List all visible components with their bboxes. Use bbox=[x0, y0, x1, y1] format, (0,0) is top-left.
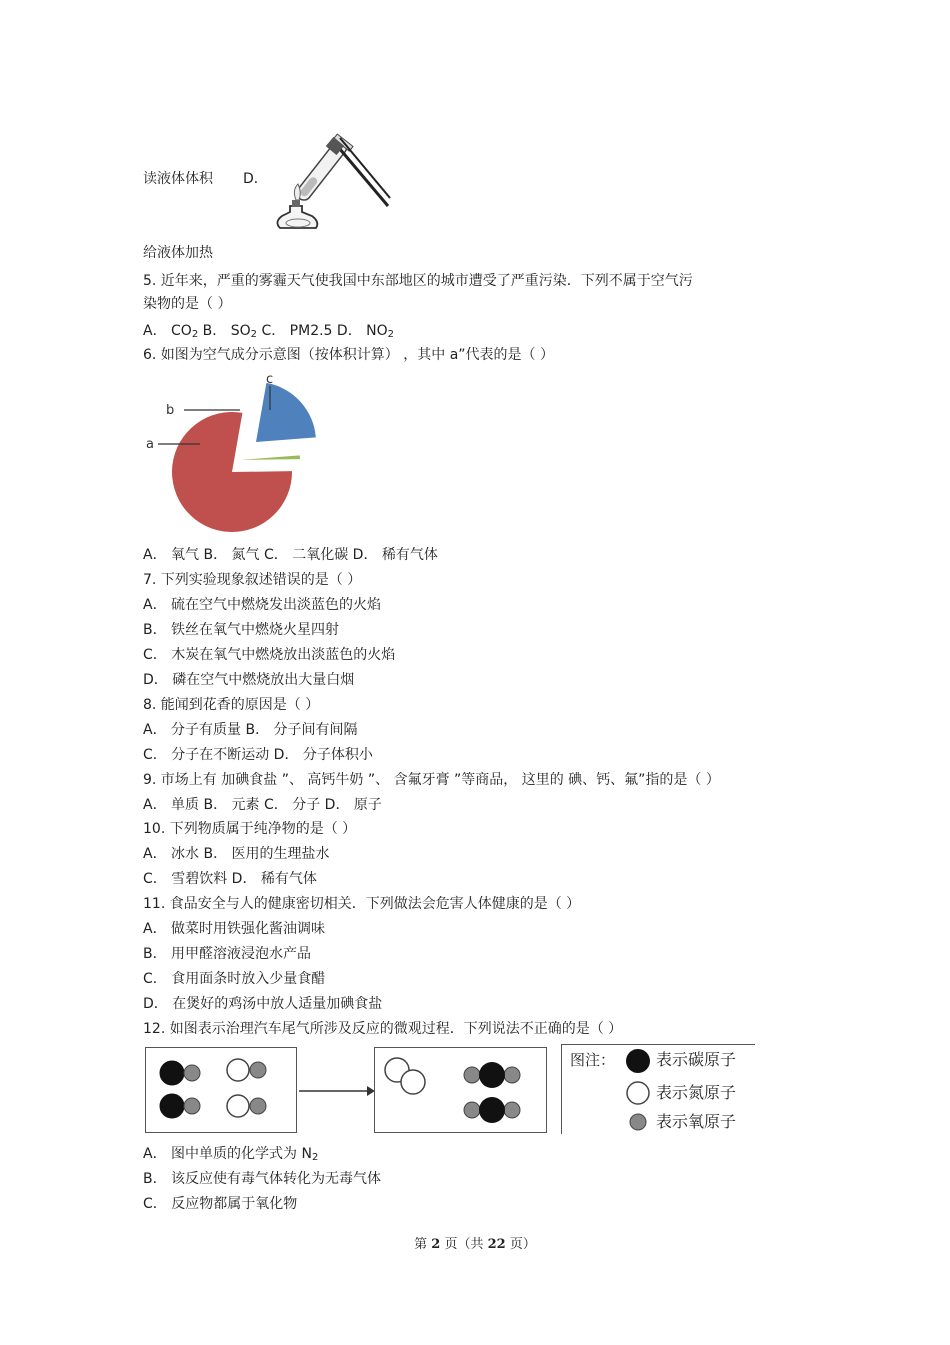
q7-option-a: A． 硫在空气中燃烧发出淡蓝色的火焰 bbox=[143, 597, 382, 613]
carbon-atom bbox=[160, 1061, 184, 1085]
q12-option-a-subscript: 2 bbox=[311, 1152, 319, 1163]
legend-nitrogen-icon bbox=[627, 1082, 649, 1104]
page-footer bbox=[0, 1233, 950, 1252]
q5-option-b-subscript: 2 bbox=[250, 329, 257, 340]
q5-option-d-subscript: 2 bbox=[387, 329, 395, 340]
legend-swatches bbox=[622, 1045, 652, 1135]
q5-option-a-subscript: 2 bbox=[191, 329, 199, 340]
q11-option-d: D． 在煲好的鸡汤中放人适量加碘食盐 bbox=[143, 996, 383, 1012]
legend-oxygen-icon bbox=[630, 1114, 646, 1130]
q10-stem: 10. 下列物质属于纯净物的是（ ） bbox=[143, 821, 357, 837]
pie-label-a: a bbox=[146, 437, 154, 452]
reactant-molecules bbox=[146, 1048, 298, 1134]
footer-total-pages: 22 bbox=[487, 1237, 506, 1252]
footer-suffix: 页） bbox=[505, 1237, 536, 1252]
q10-options-cd: C． 雪碧饮料 D． 稀有气体 bbox=[143, 871, 317, 887]
footer-page-number: 2 bbox=[431, 1237, 441, 1252]
nitrogen-atom bbox=[227, 1095, 249, 1117]
footer-middle: 页（共 bbox=[440, 1237, 488, 1252]
q11-option-c: C． 食用面条时放入少量食醋 bbox=[143, 971, 326, 987]
products-box bbox=[374, 1047, 547, 1133]
q5-options bbox=[143, 322, 394, 344]
oxygen-atom bbox=[464, 1102, 480, 1118]
q6-stem: 6. 如图为空气成分示意图（按体积计算） ，其中 a”代表的是（ ） bbox=[143, 347, 554, 363]
carbon-atom bbox=[479, 1062, 505, 1088]
pie-label-b: b bbox=[166, 403, 175, 418]
oxygen-atom bbox=[464, 1067, 480, 1083]
q12-option-c: C． 反应物都属于氧化物 bbox=[143, 1196, 298, 1212]
alcohol-lamp-test-tube-icon bbox=[272, 128, 397, 238]
oxygen-atom bbox=[250, 1098, 266, 1114]
oxygen-atom bbox=[504, 1102, 520, 1118]
legend-title: 图注： bbox=[570, 1051, 616, 1069]
q6-options: A． 氧气 B． 氮气 C． 二氧化碳 D． 稀有气体 bbox=[143, 547, 438, 563]
oxygen-atom bbox=[250, 1062, 266, 1078]
q12-option-b: B． 该反应使有毒气体转化为无毒气体 bbox=[143, 1171, 382, 1187]
q11-stem: 11. 食品安全与人的健康密切相关．下列做法会危害人体健康的是（ ） bbox=[143, 896, 581, 912]
q11-option-b: B． 用甲醛溶液浸泡水产品 bbox=[143, 946, 312, 962]
nitrogen-atom bbox=[401, 1070, 425, 1094]
q8-options-ab: A． 分子有质量 B． 分子间有间隔 bbox=[143, 722, 358, 738]
q9-options: A． 单质 B． 元素 C． 分子 D． 原子 bbox=[143, 797, 382, 813]
oxygen-atom bbox=[184, 1098, 200, 1114]
legend-carbon-icon bbox=[626, 1049, 650, 1073]
q7-stem: 7. 下列实验现象叙述错误的是（ ） bbox=[143, 572, 362, 588]
reaction-arrow-icon bbox=[297, 1084, 377, 1098]
legend-box bbox=[561, 1044, 755, 1134]
q11-option-a: A． 做菜时用铁强化酱油调味 bbox=[143, 921, 326, 937]
pie-slice-b bbox=[240, 455, 300, 460]
q4-option-d-prefix: D． bbox=[243, 171, 268, 187]
legend-oxygen-label: 表示氧原子 bbox=[656, 1112, 737, 1131]
q5-stem-line2: 染物的是（ ） bbox=[143, 296, 232, 312]
reactants-box bbox=[145, 1047, 297, 1133]
q5-option-b: B． SO bbox=[198, 323, 251, 339]
oxygen-atom bbox=[184, 1065, 200, 1081]
q12-stem: 12. 如图表示治理汽车尾气所涉及反应的微观过程．下列说法不正确的是（ ） bbox=[143, 1021, 623, 1037]
q7-option-d: D． 磷在空气中燃烧放出大量白烟 bbox=[143, 672, 355, 688]
q9-stem: 9. 市场上有 加碘食盐 ”、 高钙牛奶 ”、 含氟牙膏 ”等商品， 这里的 碘、钙、氟”指的是（ ） bbox=[143, 772, 720, 788]
product-molecules bbox=[375, 1048, 548, 1134]
q8-options-cd: C． 分子在不断运动 D． 分子体积小 bbox=[143, 747, 373, 763]
oxygen-atom bbox=[504, 1067, 520, 1083]
pie-label-c: c bbox=[266, 372, 274, 387]
q7-option-b: B． 铁丝在氧气中燃烧火星四射 bbox=[143, 622, 340, 638]
q10-options-ab: A． 冰水 B． 医用的生理盐水 bbox=[143, 846, 330, 862]
q12-option-a-text: A． 图中单质的化学式为 N bbox=[143, 1146, 312, 1162]
q5-option-a: A． CO bbox=[143, 323, 192, 339]
q7-option-c: C． 木炭在氧气中燃烧放出淡蓝色的火焰 bbox=[143, 647, 396, 663]
nitrogen-atom bbox=[227, 1059, 249, 1081]
q12-option-a bbox=[143, 1145, 318, 1167]
legend-nitrogen-label: 表示氮原子 bbox=[656, 1083, 737, 1102]
q5-stem-line1: 5. 近年来，严重的雾霾天气使我国中东部地区的城市遭受了严重污染．下列不属于空气污 bbox=[143, 273, 693, 289]
footer-prefix: 第 bbox=[414, 1237, 432, 1252]
air-composition-pie-chart bbox=[140, 372, 320, 537]
legend-carbon-label: 表示碳原子 bbox=[656, 1050, 737, 1069]
carbon-atom bbox=[479, 1097, 505, 1123]
pie-slice-c bbox=[256, 383, 316, 442]
q8-stem: 8. 能闻到花香的原因是（ ） bbox=[143, 697, 320, 713]
q5-option-c: C． PM2.5 bbox=[257, 323, 333, 339]
q4-option-c-label: 读液体体积 bbox=[143, 171, 213, 187]
carbon-atom bbox=[160, 1094, 184, 1118]
q5-option-d: D． NO bbox=[332, 323, 388, 339]
q4-option-d-label: 给液体加热 bbox=[143, 245, 213, 261]
